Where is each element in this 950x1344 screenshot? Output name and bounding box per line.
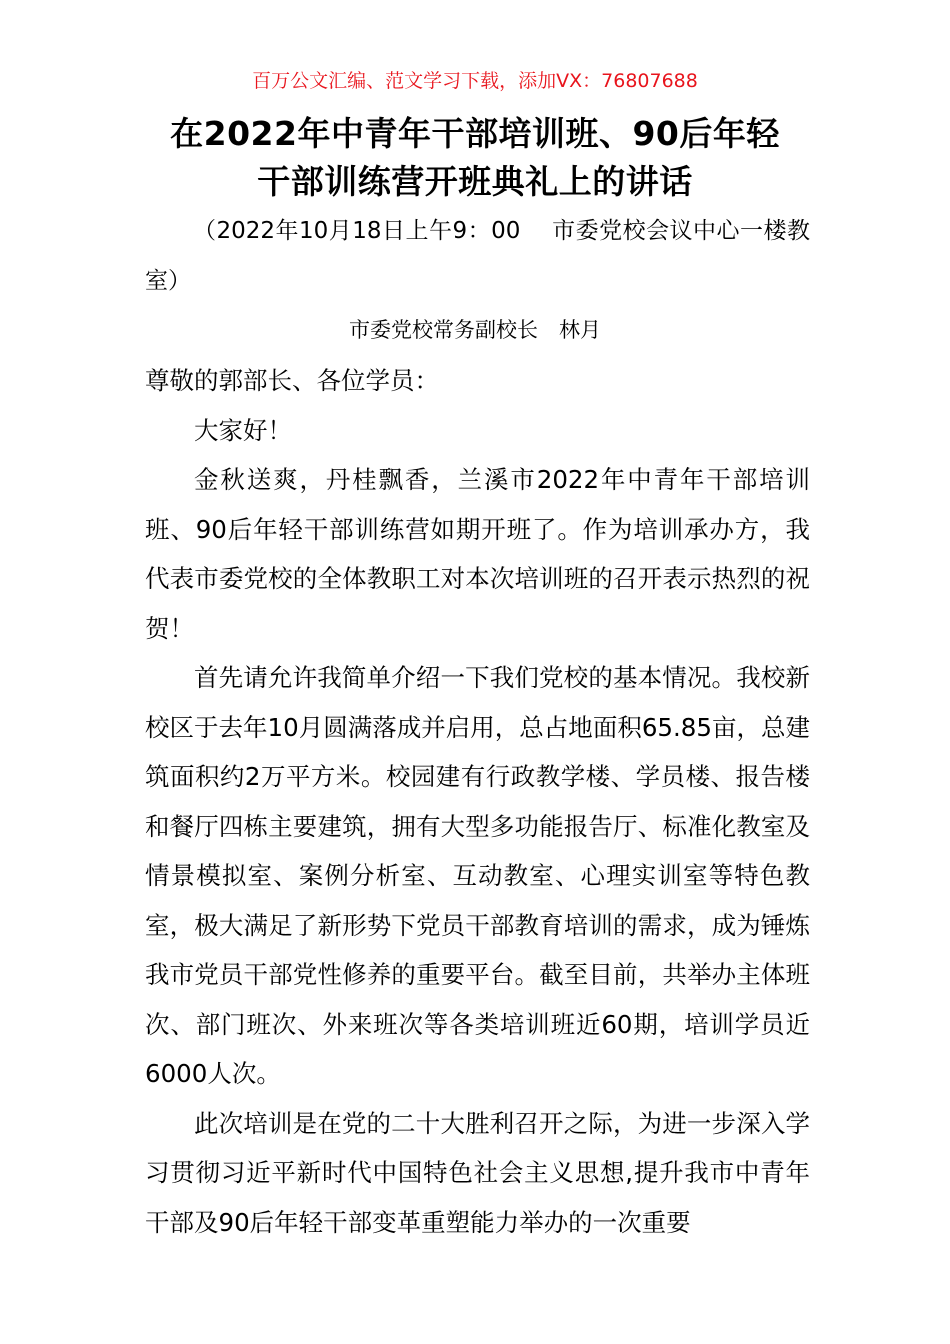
- title-line-1: 在2022年中青年干部培训班、90后年轻: [170, 114, 780, 153]
- watermark-text: 百万公文汇编、范文学习下载，添加VX：76807688: [252, 70, 698, 92]
- speech-body: [145, 356, 810, 1247]
- greeting: 大家好！: [194, 415, 292, 445]
- salutation: 尊敬的郭部长、各位学员：: [145, 366, 439, 395]
- paragraph: 此次培训是在党的二十大胜利召开之际，为进一步深入学习贯彻习近平新时代中国特色社会主义思想,提升我市中青年干部及90后年轻干部变革重塑能力举办的一次重要: [145, 1108, 810, 1237]
- title-line-2: 干部训练营开班典礼上的讲话: [257, 162, 693, 201]
- speaker-line: 市委党校常务副校长 林月: [349, 318, 601, 342]
- paragraph: 金秋送爽，丹桂飘香，兰溪市2022年中青年干部培训班、90后年轻干部训练营如期开班了。作为培训承办方，我代表市委党校的全体教职工对本次培训班的召开表示热烈的祝贺！: [145, 465, 810, 643]
- paragraph: 首先请允许我简单介绍一下我们党校的基本情况。我校新校区于去年10月圆满落成并启用，总占地面积65.85亩，总建筑面积约2万平方米。校园建有行政教学楼、学员楼、报告楼和餐厅四栋主要建筑，拥有大型多功能报告厅、标准化教室及情景模拟室、案例分析室、互动教室、心理实训室等特色教室，极大满足了新形势下党员干部教育培训的需求，成为锤炼我市党员干部党性修养的重要平台。截至目前，共举办主体班次、部门班次、外来班次等各类培训班近60期，培训学员近6000人次。: [145, 663, 810, 1088]
- date-location: （2022年10月18日上午9：00 市委党校会议中心一楼教室）: [145, 218, 810, 294]
